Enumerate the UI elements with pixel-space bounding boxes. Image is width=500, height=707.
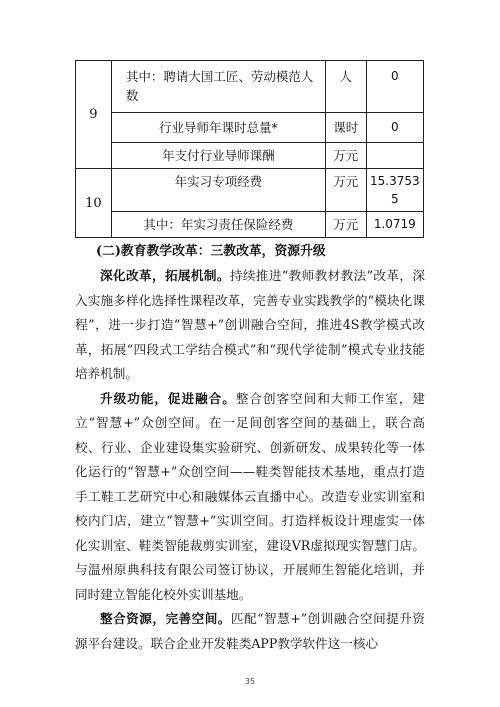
row-number-9: 9	[76, 61, 112, 169]
table-cell-value: 1.0719	[366, 212, 423, 238]
table-cell-value	[366, 143, 423, 169]
page-number: 35	[244, 677, 256, 686]
table-cell-item: 其中：聘请大国工匠、劳动模范人数	[111, 61, 325, 113]
table-row	[76, 61, 424, 113]
table-cell-unit: 人	[325, 61, 366, 113]
table-cell-unit: 万元	[325, 169, 366, 212]
paragraph-body: 整合创客空间和大师工作室，建立“智慧+”众创空间。在一足间创客空间的基础上，联合高校、行业、企业建设集实验研究、创新研发、成果转化等一体化运行的“智慧+”众创空间——鞋类智能技术基地，重点打造手工鞋工艺研究中心和融媒体云直播中心。改造专业实训室和校内门店，建立“智慧+”实训空间。打造样板设计理虚实一体化实训室、鞋类智能裁剪实训室，建设VR虚拟现实智慧门店。与温州原典科技有限公司签订协议，开展师生智能化培训，并同时建立智能化校外实训基地。	[75, 390, 426, 602]
table-row	[76, 143, 424, 169]
table-cell-value: 15.37535	[366, 169, 423, 212]
paragraph-lead: 升级功能，促进融合。	[100, 390, 236, 406]
table-cell-item: 其中：年实习责任保险经费	[111, 212, 325, 238]
paragraph	[75, 264, 425, 387]
paragraph-body: 持续推进“教师教材教法”改革，深入实施多样化选择性课程改革，完善专业实践教学的“模块化课程”，进一步打造“智慧+”创训融合空间，推进4S教学模式改革，拓展“四段式工学结合模式”和“现代学徒制”模式专业技能培养机制。	[75, 268, 425, 381]
table-row	[76, 169, 424, 212]
paragraph-body: 匹配“智慧+”创训融合空间提升资源平台建设。联合企业开发鞋类APP教学软件这一核心	[75, 611, 425, 651]
table-cell-value: 0	[366, 113, 423, 143]
table-cell-value: 0	[366, 61, 423, 113]
paragraph-lead: 深化改革，拓展机制。	[100, 268, 230, 283]
section-heading: (二)教育教学改革：三教改革，资源升级	[96, 244, 326, 259]
table-cell-unit: 课时	[325, 113, 366, 143]
paragraph	[75, 607, 425, 656]
table-row	[76, 113, 424, 143]
body-text	[75, 264, 425, 656]
statistics-table	[75, 60, 424, 238]
table-cell-unit: 万元	[325, 143, 366, 169]
paragraph-lead: 整合资源，完善空间。	[100, 611, 231, 626]
table-cell-unit: 万元	[325, 212, 366, 238]
table-row	[76, 212, 424, 238]
table-cell-item: 年实习专项经费	[111, 169, 325, 212]
table-cell-item: 年支付行业导师课酬	[111, 143, 325, 169]
table-cell-item: 行业导师年课时总量*	[111, 113, 325, 143]
paragraph	[75, 387, 425, 608]
row-number-10: 10	[76, 169, 112, 238]
